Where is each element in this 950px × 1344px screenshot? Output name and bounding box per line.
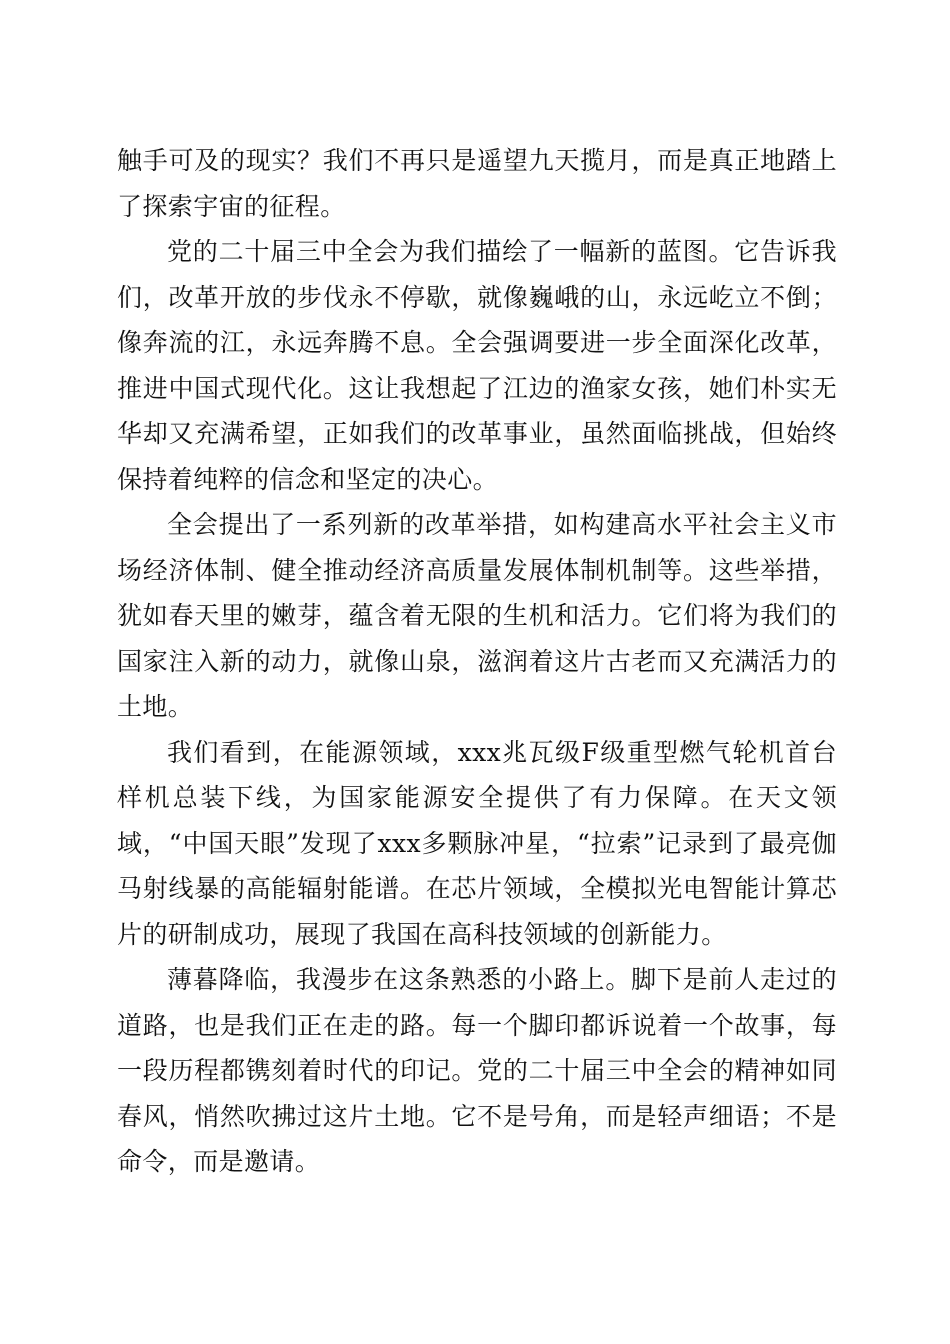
paragraph-continued: 触手可及的现实？我们不再只是遥望九天揽月，而是真正地踏上了探索宇宙的征程。 — [117, 146, 837, 221]
paragraph-achievements: 我们看到，在能源领域，xxx兆瓦级F级重型燃气轮机首台样机总装下线，为国家能源安全提供了有力保障。在天文领域，“中国天眼”发现了xxx多颗脉冲星，“拉索”记录到了最亮伽马射线暴的高能辐射能谱。在芯片领域，全模拟光电智能计算芯片的研制成功，展现了我国在高科技领域的创新能力。 — [117, 737, 837, 949]
document-body — [117, 138, 837, 1185]
paragraph-dusk-walk: 薄暮降临，我漫步在这条熟悉的小路上。脚下是前人走过的道路，也是我们正在走的路。每一个脚印都诉说着一个故事，每一段历程都镌刻着时代的印记。党的二十届三中全会的精神如同春风，悄然吹拂过这片土地。它不是号角，而是轻声细语；不是命令，而是邀请。 — [117, 965, 837, 1176]
paragraph-reform-measures: 全会提出了一系列新的改革举措，如构建高水平社会主义市场经济体制、健全推动经济高质量发展体制机制等。这些举措，犹如春天里的嫩芽，蕴含着无限的生机和活力。它们将为我们的国家注入新的动力，就像山泉，滋润着这片古老而又充满活力的土地。 — [117, 510, 837, 721]
paragraph-blueprint: 党的二十届三中全会为我们描绘了一幅新的蓝图。它告诉我们，改革开放的步伐永不停歇，就像巍峨的山，永远屹立不倒；像奔流的江，永远奔腾不息。全会强调要进一步全面深化改革，推进中国式现代化。这让我想起了江边的渔家女孩，她们朴实无华却又充满希望，正如我们的改革事业，虽然面临挑战，但始终保持着纯粹的信念和坚定的决心。 — [117, 237, 837, 494]
